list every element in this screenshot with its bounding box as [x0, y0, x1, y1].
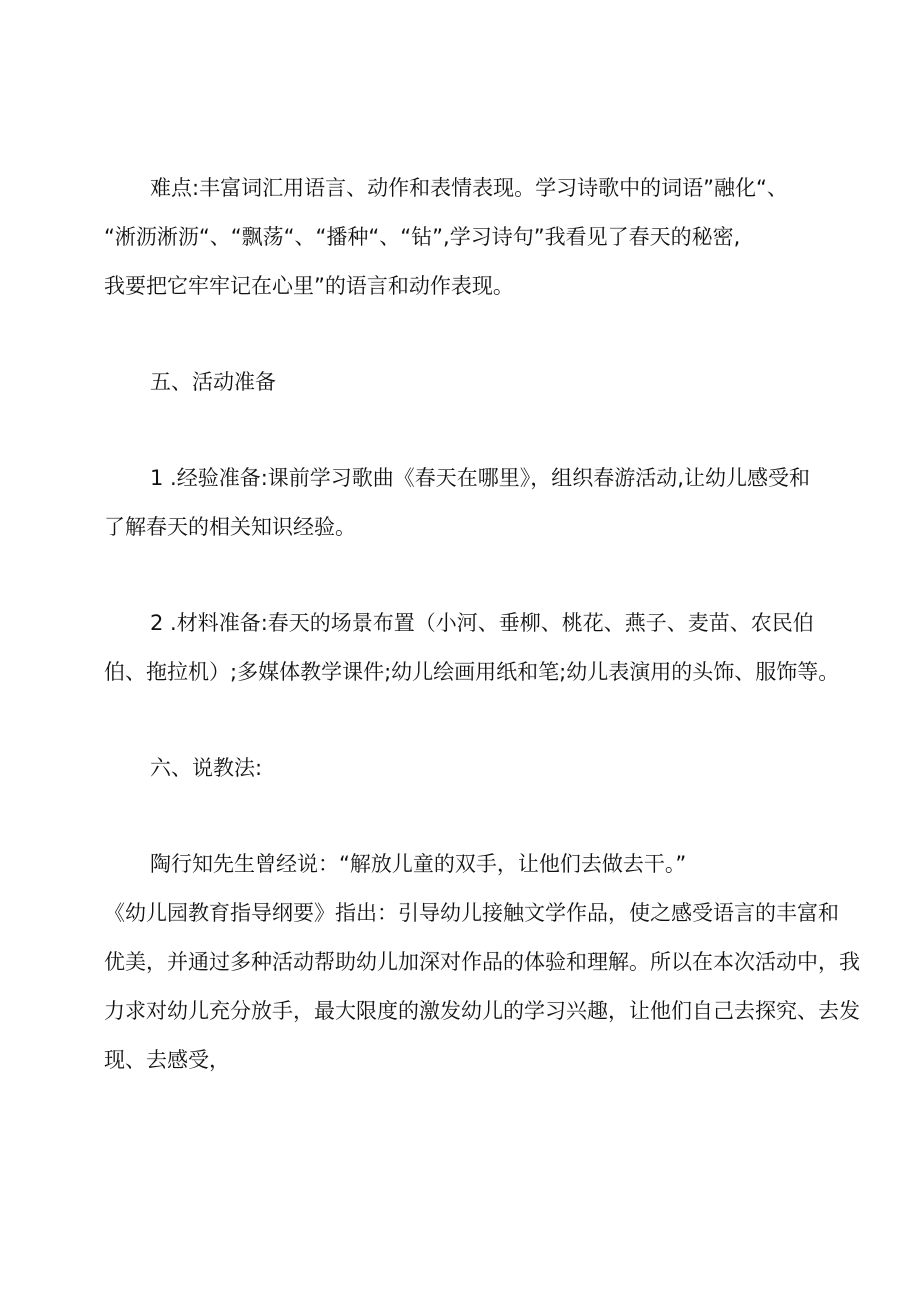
- prep-1-line-2: 了解春天的相关知识经验。: [104, 515, 356, 539]
- method-line-4: 力求对幼儿充分放手，最大限度的激发幼儿的学习兴趣，让他们自己去探究、去发: [104, 999, 860, 1023]
- section-6-heading: 六、说教法:: [150, 756, 263, 780]
- method-line-5: 现、去感受，: [104, 1048, 230, 1072]
- difficulty-line-2: “淅沥淅沥“、“飘荡“、“播种“、“钻”,学习诗句”我看见了春天的秘密,: [104, 225, 741, 249]
- method-line-2: 《幼儿园教育指导纲要》指出：引导幼儿接触文学作品，使之感受语言的丰富和: [104, 901, 839, 925]
- prep-1-line-1: 1 .经验准备:课前学习歌曲《春天在哪里》，组织春游活动,让幼儿感受和: [150, 466, 810, 490]
- prep-2-line-1: 2 .材料准备:春天的场景布置（小河、垂柳、桃花、燕子、麦苗、农民伯: [150, 611, 814, 635]
- method-line-1: 陶行知先生曾经说：“解放儿童的双手，让他们去做去干。”: [150, 852, 687, 876]
- section-5-heading: 五、活动准备: [150, 370, 276, 394]
- prep-2-line-2: 伯、拖拉机）;多媒体教学课件;幼儿绘画用纸和笔;幼儿表演用的头饰、服饰等。: [104, 660, 840, 684]
- difficulty-line-1: 难点:丰富词汇用语言、动作和表情表现。学习诗歌中的词语”融化“、: [150, 176, 788, 200]
- difficulty-line-3: 我要把它牢牢记在心里”的语言和动作表现。: [104, 274, 514, 298]
- method-line-3: 优美，并通过多种活动帮助幼儿加深对作品的体验和理解。所以在本次活动中，我: [104, 950, 860, 974]
